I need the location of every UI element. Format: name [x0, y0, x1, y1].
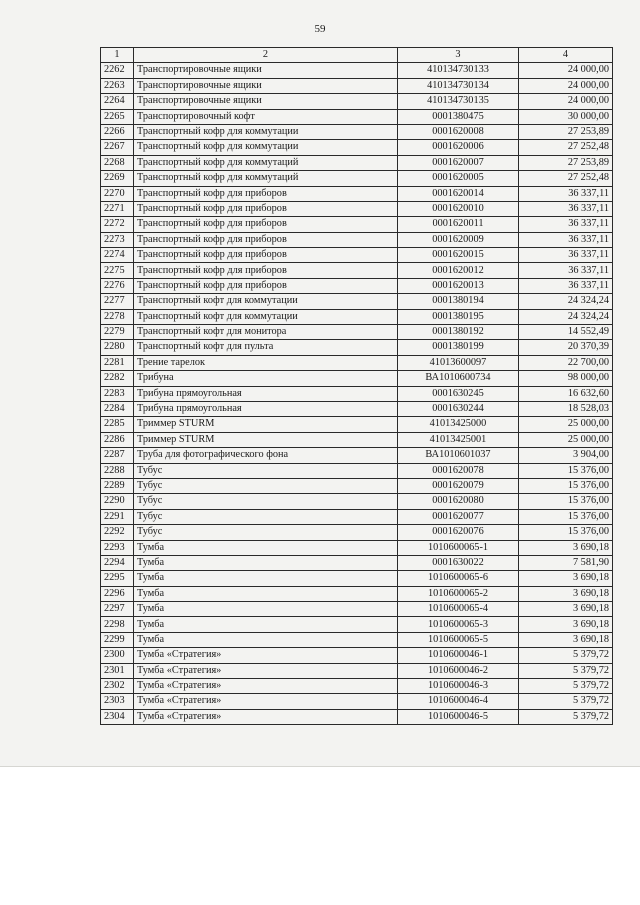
- row-number: 2282: [101, 371, 134, 386]
- item-value: 5 379,72: [519, 648, 613, 663]
- item-value: 18 528,03: [519, 401, 613, 416]
- inventory-code: ВА1010601037: [398, 448, 519, 463]
- item-name: Тумба «Стратегия»: [134, 709, 398, 724]
- item-name: Тумба «Стратегия»: [134, 679, 398, 694]
- table-row: [101, 294, 613, 309]
- item-value: 25 000,00: [519, 417, 613, 432]
- row-number: 2274: [101, 248, 134, 263]
- inventory-code: 410134730135: [398, 94, 519, 109]
- item-value: 25 000,00: [519, 432, 613, 447]
- table-row: [101, 586, 613, 601]
- item-value: 5 379,72: [519, 679, 613, 694]
- table-row: [101, 679, 613, 694]
- inventory-code: 0001620077: [398, 509, 519, 524]
- row-number: 2263: [101, 78, 134, 93]
- inventory-code: 0001380475: [398, 109, 519, 124]
- inventory-code: 0001620012: [398, 263, 519, 278]
- item-name: Триммер STURM: [134, 432, 398, 447]
- table-row: [101, 663, 613, 678]
- row-number: 2292: [101, 525, 134, 540]
- item-name: Транспортный кофр для приборов: [134, 232, 398, 247]
- inventory-code: 1010600065-4: [398, 602, 519, 617]
- inventory-code: 0001620007: [398, 155, 519, 170]
- item-value: 24 324,24: [519, 309, 613, 324]
- table-row: [101, 386, 613, 401]
- inventory-table: [100, 47, 613, 725]
- inventory-code: 1010600065-2: [398, 586, 519, 601]
- row-number: 2275: [101, 263, 134, 278]
- table-row: [101, 309, 613, 324]
- table-row: [101, 63, 613, 78]
- item-value: 15 376,00: [519, 494, 613, 509]
- table-row: [101, 602, 613, 617]
- row-number: 2262: [101, 63, 134, 78]
- row-number: 2300: [101, 648, 134, 663]
- item-value: 22 700,00: [519, 355, 613, 370]
- item-name: Тумба: [134, 617, 398, 632]
- table-row: [101, 509, 613, 524]
- row-number: 2281: [101, 355, 134, 370]
- table-row: [101, 694, 613, 709]
- column-header: 1: [101, 48, 134, 63]
- item-value: 3 904,00: [519, 448, 613, 463]
- item-name: Транспортировочный кофт: [134, 109, 398, 124]
- row-number: 2279: [101, 325, 134, 340]
- inventory-code: 0001630022: [398, 555, 519, 570]
- inventory-code: 0001620078: [398, 463, 519, 478]
- inventory-code: 410134730133: [398, 63, 519, 78]
- table-row: [101, 371, 613, 386]
- inventory-code: ВА1010600734: [398, 371, 519, 386]
- item-name: Тубус: [134, 494, 398, 509]
- row-number: 2299: [101, 632, 134, 647]
- item-value: 15 376,00: [519, 509, 613, 524]
- item-value: 36 337,11: [519, 186, 613, 201]
- item-name: Трение тарелок: [134, 355, 398, 370]
- inventory-code: 0001620015: [398, 248, 519, 263]
- item-value: 27 252,48: [519, 171, 613, 186]
- item-value: 36 337,11: [519, 217, 613, 232]
- page-number: 59: [314, 23, 326, 35]
- table-row: [101, 78, 613, 93]
- inventory-code: 0001620006: [398, 140, 519, 155]
- row-number: 2303: [101, 694, 134, 709]
- row-number: 2265: [101, 109, 134, 124]
- item-value: 3 690,18: [519, 632, 613, 647]
- row-number: 2288: [101, 463, 134, 478]
- table-row: [101, 448, 613, 463]
- row-number: 2283: [101, 386, 134, 401]
- item-name: Трибуна прямоугольная: [134, 401, 398, 416]
- row-number: 2276: [101, 278, 134, 293]
- item-name: Транспортный кофр для коммутаций: [134, 171, 398, 186]
- column-header: 3: [398, 48, 519, 63]
- item-name: Тубус: [134, 478, 398, 493]
- row-number: 2268: [101, 155, 134, 170]
- item-name: Транспортировочные ящики: [134, 78, 398, 93]
- row-number: 2285: [101, 417, 134, 432]
- item-name: Транспортный кофр для коммутации: [134, 140, 398, 155]
- inventory-code: 1010600065-6: [398, 571, 519, 586]
- inventory-code: 0001620080: [398, 494, 519, 509]
- row-number: 2284: [101, 401, 134, 416]
- inventory-code: 0001620010: [398, 201, 519, 216]
- inventory-code: 0001620076: [398, 525, 519, 540]
- row-number: 2266: [101, 124, 134, 139]
- row-number: 2270: [101, 186, 134, 201]
- inventory-code: 1010600046-2: [398, 663, 519, 678]
- inventory-code: 1010600046-5: [398, 709, 519, 724]
- table-row: [101, 186, 613, 201]
- table-row: [101, 278, 613, 293]
- inventory-code: 1010600065-1: [398, 540, 519, 555]
- row-number: 2304: [101, 709, 134, 724]
- table-row: [101, 571, 613, 586]
- item-value: 3 690,18: [519, 586, 613, 601]
- item-value: 20 370,39: [519, 340, 613, 355]
- item-value: 24 000,00: [519, 78, 613, 93]
- row-number: 2286: [101, 432, 134, 447]
- item-value: 27 252,48: [519, 140, 613, 155]
- inventory-code: 41013425001: [398, 432, 519, 447]
- item-value: 16 632,60: [519, 386, 613, 401]
- inventory-code: 41013425000: [398, 417, 519, 432]
- item-name: Транспортный кофр для приборов: [134, 217, 398, 232]
- item-value: 24 324,24: [519, 294, 613, 309]
- item-name: Тумба: [134, 586, 398, 601]
- table-row: [101, 263, 613, 278]
- item-value: 30 000,00: [519, 109, 613, 124]
- item-name: Тубус: [134, 463, 398, 478]
- inventory-code: 0001630244: [398, 401, 519, 416]
- table-row: [101, 217, 613, 232]
- item-name: Тумба «Стратегия»: [134, 694, 398, 709]
- item-name: Транспортный кофр для коммутации: [134, 124, 398, 139]
- item-name: Транспортный кофр для приборов: [134, 278, 398, 293]
- row-number: 2278: [101, 309, 134, 324]
- table-row: [101, 525, 613, 540]
- table-row: [101, 248, 613, 263]
- row-number: 2280: [101, 340, 134, 355]
- item-name: Тубус: [134, 509, 398, 524]
- row-number: 2293: [101, 540, 134, 555]
- row-number: 2291: [101, 509, 134, 524]
- item-name: Тумба: [134, 602, 398, 617]
- inventory-code: 0001620079: [398, 478, 519, 493]
- item-name: Тумба «Стратегия»: [134, 663, 398, 678]
- table-header-row: [101, 48, 613, 63]
- table-row: [101, 632, 613, 647]
- inventory-code: 0001620011: [398, 217, 519, 232]
- item-name: Триммер STURM: [134, 417, 398, 432]
- inventory-code: 1010600065-5: [398, 632, 519, 647]
- inventory-code: 0001620014: [398, 186, 519, 201]
- row-number: 2295: [101, 571, 134, 586]
- item-name: Тумба: [134, 571, 398, 586]
- item-name: Транспортный кофр для приборов: [134, 248, 398, 263]
- row-number: 2298: [101, 617, 134, 632]
- item-name: Транспортный кофт для коммутации: [134, 309, 398, 324]
- item-value: 5 379,72: [519, 709, 613, 724]
- item-name: Транспортный кофр для коммутаций: [134, 155, 398, 170]
- item-name: Трибуна: [134, 371, 398, 386]
- inventory-code: 0001620008: [398, 124, 519, 139]
- item-value: 5 379,72: [519, 663, 613, 678]
- item-value: 36 337,11: [519, 232, 613, 247]
- row-number: 2302: [101, 679, 134, 694]
- column-header: 2: [134, 48, 398, 63]
- table-row: [101, 555, 613, 570]
- table-row: [101, 140, 613, 155]
- item-name: Транспортировочные ящики: [134, 63, 398, 78]
- table-row: [101, 648, 613, 663]
- table-row: [101, 432, 613, 447]
- item-name: Тумба: [134, 540, 398, 555]
- inventory-code: 0001380199: [398, 340, 519, 355]
- item-name: Транспортный кофр для приборов: [134, 201, 398, 216]
- inventory-code: 0001630245: [398, 386, 519, 401]
- item-name: Транспортный кофр для приборов: [134, 263, 398, 278]
- item-value: 27 253,89: [519, 124, 613, 139]
- item-name: Транспортный кофт для пульта: [134, 340, 398, 355]
- inventory-code: 1010600046-1: [398, 648, 519, 663]
- table-row: [101, 540, 613, 555]
- item-name: Транспортный кофт для коммутации: [134, 294, 398, 309]
- table-row: [101, 709, 613, 724]
- table-row: [101, 124, 613, 139]
- item-value: 3 690,18: [519, 571, 613, 586]
- row-number: 2294: [101, 555, 134, 570]
- table-body: [101, 63, 613, 725]
- row-number: 2272: [101, 217, 134, 232]
- item-value: 36 337,11: [519, 263, 613, 278]
- table-row: [101, 155, 613, 170]
- inventory-code: 1010600046-4: [398, 694, 519, 709]
- row-number: 2289: [101, 478, 134, 493]
- row-number: 2290: [101, 494, 134, 509]
- table-row: [101, 401, 613, 416]
- row-number: 2301: [101, 663, 134, 678]
- item-value: 5 379,72: [519, 694, 613, 709]
- inventory-code: 0001380194: [398, 294, 519, 309]
- item-value: 27 253,89: [519, 155, 613, 170]
- item-value: 24 000,00: [519, 63, 613, 78]
- item-value: 36 337,11: [519, 278, 613, 293]
- item-value: 15 376,00: [519, 478, 613, 493]
- row-number: 2273: [101, 232, 134, 247]
- item-name: Транспортный кофт для монитора: [134, 325, 398, 340]
- table-row: [101, 325, 613, 340]
- item-value: 15 376,00: [519, 525, 613, 540]
- inventory-code: 1010600065-3: [398, 617, 519, 632]
- item-name: Тубус: [134, 525, 398, 540]
- item-value: 7 581,90: [519, 555, 613, 570]
- inventory-code: 0001620009: [398, 232, 519, 247]
- row-number: 2264: [101, 94, 134, 109]
- row-number: 2287: [101, 448, 134, 463]
- item-value: 14 552,49: [519, 325, 613, 340]
- table-row: [101, 463, 613, 478]
- table-row: [101, 355, 613, 370]
- table-row: [101, 232, 613, 247]
- table-row: [101, 417, 613, 432]
- item-name: Тумба: [134, 555, 398, 570]
- table-row: [101, 340, 613, 355]
- item-name: Труба для фотографического фона: [134, 448, 398, 463]
- inventory-code: 0001380195: [398, 309, 519, 324]
- row-number: 2271: [101, 201, 134, 216]
- item-value: 3 690,18: [519, 617, 613, 632]
- item-value: 24 000,00: [519, 94, 613, 109]
- item-value: 15 376,00: [519, 463, 613, 478]
- table-row: [101, 617, 613, 632]
- inventory-code: 41013600097: [398, 355, 519, 370]
- table-row: [101, 201, 613, 216]
- item-name: Тумба «Стратегия»: [134, 648, 398, 663]
- inventory-code: 1010600046-3: [398, 679, 519, 694]
- inventory-code: 0001380192: [398, 325, 519, 340]
- item-value: 98 000,00: [519, 371, 613, 386]
- inventory-code: 410134730134: [398, 78, 519, 93]
- inventory-code: 0001620013: [398, 278, 519, 293]
- table-row: [101, 171, 613, 186]
- row-number: 2296: [101, 586, 134, 601]
- table-row: [101, 494, 613, 509]
- item-value: 3 690,18: [519, 602, 613, 617]
- table-row: [101, 478, 613, 493]
- item-name: Трибуна прямоугольная: [134, 386, 398, 401]
- table-row: [101, 109, 613, 124]
- column-header: 4: [519, 48, 613, 63]
- item-value: 3 690,18: [519, 540, 613, 555]
- item-value: 36 337,11: [519, 201, 613, 216]
- item-name: Транспортировочные ящики: [134, 94, 398, 109]
- inventory-code: 0001620005: [398, 171, 519, 186]
- row-number: 2267: [101, 140, 134, 155]
- row-number: 2277: [101, 294, 134, 309]
- item-name: Транспортный кофр для приборов: [134, 186, 398, 201]
- item-name: Тумба: [134, 632, 398, 647]
- table-row: [101, 94, 613, 109]
- item-value: 36 337,11: [519, 248, 613, 263]
- row-number: 2269: [101, 171, 134, 186]
- row-number: 2297: [101, 602, 134, 617]
